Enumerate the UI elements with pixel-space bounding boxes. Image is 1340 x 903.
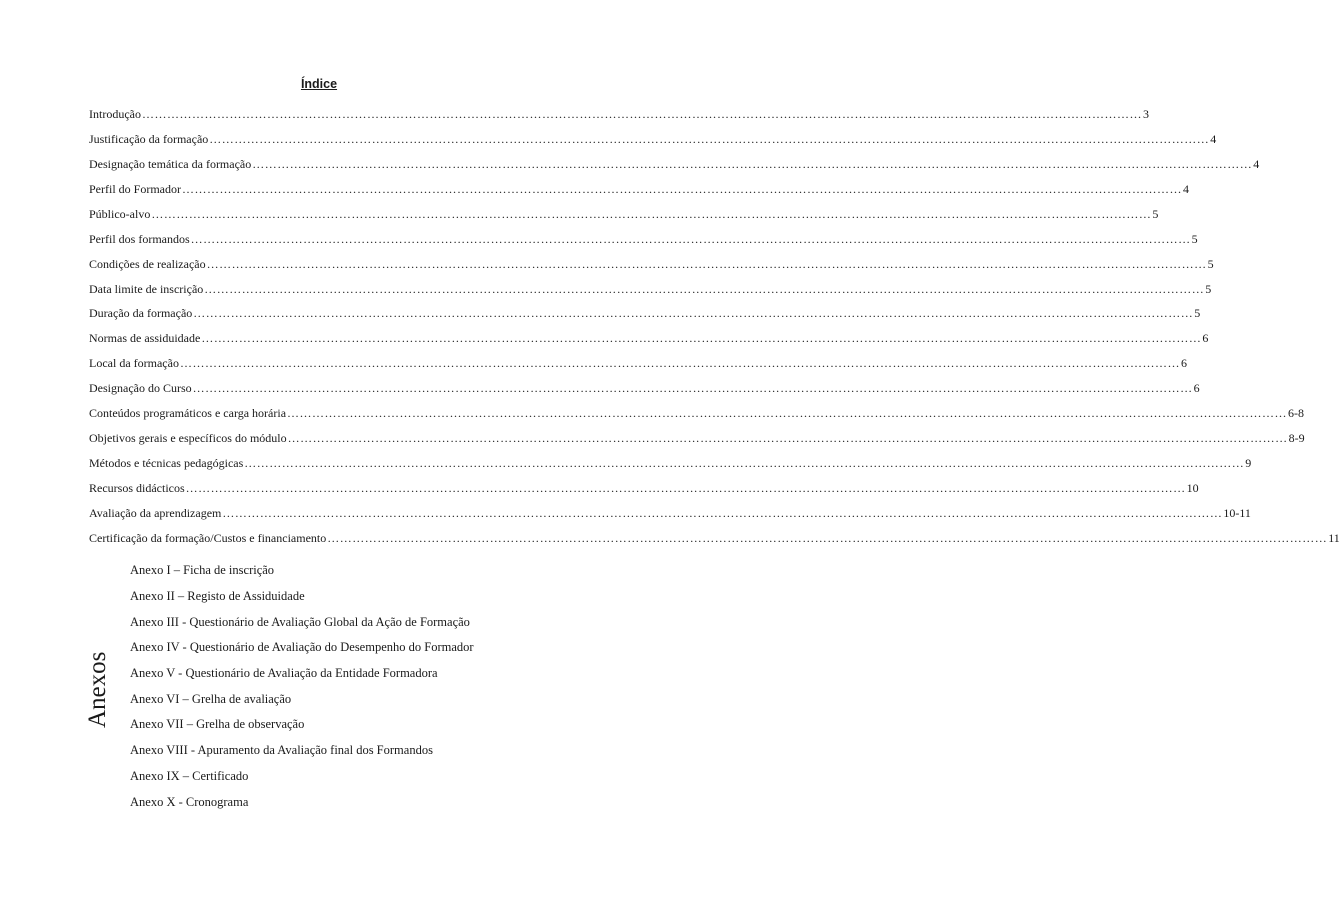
page-title: Índice: [300, 77, 338, 91]
toc-entry-page: 5: [1194, 306, 1201, 321]
toc-entry-label: Introdução: [89, 106, 141, 121]
toc-entry-page: 5: [1207, 256, 1214, 271]
annex-item[interactable]: Anexo VI – Grelha de avaliação: [130, 691, 292, 706]
toc-entry-label: Avaliação da aprendizagem: [89, 505, 222, 520]
toc-entry[interactable]: [89, 127, 1217, 152]
toc-entry-page: 5: [1191, 231, 1198, 246]
annex-item[interactable]: Anexo IV - Questionário de Avaliação do Desempenho do Formador: [130, 640, 474, 655]
toc-dot-leader: ……………………………………………………………………………………………………………………………………………………………………………………………………………………: [141, 106, 1142, 121]
toc-entry-page: 3: [1142, 106, 1149, 121]
toc-dot-leader: ……………………………………………………………………………………………………………………………………………………………………………………………………………………: [204, 281, 1205, 296]
toc-entry[interactable]: [89, 501, 1251, 526]
toc-entry[interactable]: [89, 277, 1212, 302]
toc-entry-label: Data limite de inscrição: [89, 281, 204, 296]
toc-entry-label: Certificação da formação/Custos e financiamento: [89, 530, 327, 545]
toc-dot-leader: ……………………………………………………………………………………………………………………………………………………………………………………………………………………: [192, 381, 1193, 396]
toc-entry[interactable]: [89, 152, 1260, 177]
toc-entry-page: 6: [1202, 331, 1209, 346]
table-of-contents: [89, 102, 1340, 551]
toc-dot-leader: ……………………………………………………………………………………………………………………………………………………………………………………………………………………: [182, 181, 1182, 196]
toc-entry-page: 4: [1183, 181, 1189, 196]
annex-item[interactable]: Anexo X - Cronograma: [130, 794, 249, 809]
toc-entry[interactable]: [89, 177, 1189, 202]
toc-dot-leader: ……………………………………………………………………………………………………………………………………………………………………………………………………………………: [201, 331, 1202, 346]
toc-entry-page: 11: [1328, 530, 1340, 545]
toc-entry-label: Público-alvo: [89, 206, 151, 221]
toc-dot-leader: ……………………………………………………………………………………………………………………………………………………………………………………………………………………: [209, 131, 1210, 146]
annex-item[interactable]: Anexo IX – Certificado: [130, 768, 249, 783]
toc-dot-leader: ……………………………………………………………………………………………………………………………………………………………………………………………………………………: [179, 356, 1180, 371]
toc-entry-label: Perfil dos formandos: [89, 231, 190, 246]
toc-entry[interactable]: [89, 351, 1187, 376]
toc-dot-leader: ……………………………………………………………………………………………………………………………………………………………………………………………………………………: [252, 156, 1253, 171]
annex-item[interactable]: Anexo I – Ficha de inscrição: [130, 563, 275, 578]
annex-item[interactable]: Anexo II – Registo de Assiduidade: [130, 589, 305, 604]
toc-entry[interactable]: [89, 401, 1305, 426]
toc-dot-leader: ……………………………………………………………………………………………………………………………………………………………………………………………………………………: [327, 530, 1328, 545]
toc-entry-label: Condições de realização: [89, 256, 206, 271]
toc-entry[interactable]: [89, 252, 1214, 277]
toc-entry-page: 9: [1245, 456, 1252, 471]
toc-dot-leader: ……………………………………………………………………………………………………………………………………………………………………………………………………………………: [151, 206, 1152, 221]
toc-entry-page: 5: [1205, 281, 1212, 296]
toc-entry[interactable]: [89, 526, 1340, 551]
toc-entry-label: Designação do Curso: [89, 381, 192, 396]
toc-entry[interactable]: [89, 376, 1200, 401]
annex-list: [130, 558, 550, 815]
toc-dot-leader: ……………………………………………………………………………………………………………………………………………………………………………………………………………………: [206, 256, 1207, 271]
annex-item[interactable]: Anexo V - Questionário de Avaliação da Entidade Formadora: [130, 666, 438, 681]
toc-dot-leader: ……………………………………………………………………………………………………………………………………………………………………………………………………………………: [190, 231, 1191, 246]
toc-entry[interactable]: [89, 102, 1149, 127]
toc-dot-leader: ……………………………………………………………………………………………………………………………………………………………………………………………………………………: [287, 406, 1288, 421]
toc-entry-page: 8-9: [1288, 431, 1305, 446]
toc-entry[interactable]: [89, 202, 1159, 227]
toc-entry-page: 5: [1152, 206, 1159, 221]
toc-entry-label: Justificação da formação: [89, 131, 209, 146]
toc-entry-label: Local da formação: [89, 356, 179, 371]
toc-entry-label: Métodos e técnicas pedagógicas: [89, 456, 244, 471]
annex-item[interactable]: Anexo VIII - Apuramento da Avaliação final dos Formandos: [130, 743, 433, 758]
toc-entry-page: 4: [1210, 131, 1217, 146]
toc-entry-page: 10: [1186, 481, 1199, 496]
toc-dot-leader: ……………………………………………………………………………………………………………………………………………………………………………………………………………………: [185, 481, 1186, 496]
toc-entry-label: Normas de assiduidade: [89, 331, 201, 346]
toc-entry-label: Objetivos gerais e específicos do módulo: [89, 431, 287, 446]
toc-entry[interactable]: [89, 426, 1305, 451]
toc-entry-label: Conteúdos programáticos e carga horária: [89, 406, 287, 421]
toc-entry[interactable]: [89, 326, 1209, 351]
toc-entry-page: 6: [1193, 381, 1200, 396]
toc-entry-label: Designação temática da formação: [89, 156, 252, 171]
toc-entry[interactable]: [89, 302, 1201, 327]
toc-dot-leader: ……………………………………………………………………………………………………………………………………………………………………………………………………………………: [244, 456, 1245, 471]
annexes-side-label: Anexos: [84, 651, 111, 728]
toc-dot-leader: ……………………………………………………………………………………………………………………………………………………………………………………………………………………: [193, 306, 1194, 321]
toc-entry-label: Perfil do Formador: [89, 181, 181, 196]
toc-entry[interactable]: [89, 227, 1198, 252]
toc-dot-leader: ……………………………………………………………………………………………………………………………………………………………………………………………………………………: [287, 431, 1288, 446]
toc-dot-leader: ……………………………………………………………………………………………………………………………………………………………………………………………………………………: [222, 505, 1223, 520]
toc-entry-page: 6: [1180, 356, 1187, 371]
toc-entry[interactable]: [89, 476, 1199, 501]
toc-entry-page: 4: [1253, 156, 1260, 171]
annex-item[interactable]: Anexo VII – Grelha de observação: [130, 717, 305, 732]
toc-entry-page: 10-11: [1223, 505, 1251, 520]
toc-entry-page: 6-8: [1288, 406, 1305, 421]
toc-entry-label: Duração da formação: [89, 306, 193, 321]
annex-item[interactable]: Anexo III - Questionário de Avaliação Global da Ação de Formação: [130, 614, 470, 629]
toc-entry-label: Recursos didácticos: [89, 481, 185, 496]
toc-entry[interactable]: [89, 451, 1252, 476]
